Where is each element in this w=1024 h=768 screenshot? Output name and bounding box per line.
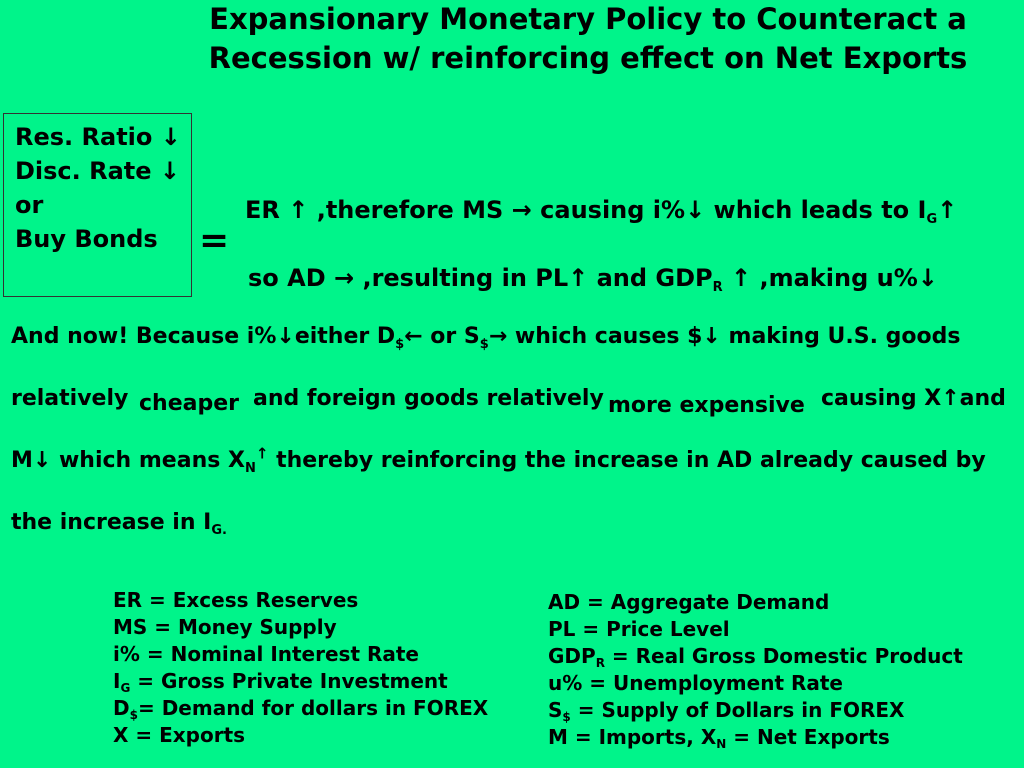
paragraph-line-3 (11, 444, 986, 476)
chain-line-1-text: ER ↑ ,therefore MS → causing i%↓ which leads to I (245, 196, 927, 224)
glossary-entry: $I_G$ = Gross Private Investment (113, 669, 448, 695)
paragraph-word-more-expensive: more expensive (608, 393, 805, 418)
para-text: → which causes $↓ making U.S. goods (488, 324, 961, 349)
para-text: M↓ which means X (11, 448, 245, 473)
glossary-entry: ER = Excess Reserves (113, 588, 359, 612)
policy-item: or (15, 191, 44, 219)
equals-sign: = (199, 220, 230, 261)
glossary-entry: M = Imports, $X_N$ = Net Exports (548, 725, 890, 751)
slide-title (178, 0, 998, 78)
para-sub: $ (479, 337, 489, 352)
para-sub: N (244, 461, 256, 476)
title-line-1: Expansionary Monetary Policy to Counteract a (209, 2, 967, 36)
policy-item: Res. Ratio ↓ (15, 123, 181, 151)
para-text: ← or S (404, 324, 480, 349)
para-text: thereby reinforcing the increase in AD already caused by (268, 448, 986, 473)
paragraph-word-cheaper: cheaper (139, 391, 239, 416)
glossary-entry: $D_{\$}=$ Demand for dollars in FOREX (113, 696, 489, 722)
chain-line-1-arrow: ↑ (937, 196, 958, 224)
paragraph-line-2c: and foreign goods relatively (253, 386, 604, 411)
para-sub: $ (395, 337, 405, 352)
policy-item: Buy Bonds (15, 225, 158, 253)
policy-item: Disc. Rate ↓ (15, 157, 181, 185)
glossary-entry: $GDP_R$ = Real Gross Domestic Product (548, 644, 963, 670)
chain-line-2-text: so AD → ,resulting in PL↑ and GDP (248, 264, 713, 292)
glossary-left (113, 587, 488, 749)
glossary-entry: X = Exports (113, 723, 246, 747)
paragraph-line-4 (11, 510, 227, 538)
paragraph-line-2a: relatively (11, 386, 129, 411)
title-line-2: Recession w/ reinforcing effect on Net Exports (208, 41, 968, 75)
chain-line-2-sub: R (712, 280, 723, 295)
glossary-entry: u% = Unemployment Rate (548, 671, 843, 695)
glossary-entry: PL = Price Level (548, 617, 730, 641)
policy-tools-box (3, 113, 192, 297)
glossary-entry: AD = Aggregate Demand (548, 590, 830, 614)
glossary-entry: MS = Money Supply (113, 615, 337, 639)
paragraph-line-2e: causing X↑and (821, 386, 1006, 411)
glossary-entry: $S_{\$}$ = Supply of Dollars in FOREX (548, 698, 905, 724)
chain-line-2 (248, 264, 938, 295)
chain-line-1 (245, 196, 958, 227)
para-text: the increase in I (11, 510, 212, 535)
chain-line-1-sub: G (926, 212, 938, 227)
chain-line-2-tail: ↑ ,making u%↓ (722, 264, 938, 292)
para-text: And now! Because i%↓either D (11, 324, 396, 349)
para-sub: G. (211, 523, 227, 538)
paragraph-line-1 (11, 324, 961, 352)
glossary-right (548, 589, 963, 751)
para-sup: ↑ (255, 444, 269, 463)
glossary-entry: i% = Nominal Interest Rate (113, 642, 419, 666)
